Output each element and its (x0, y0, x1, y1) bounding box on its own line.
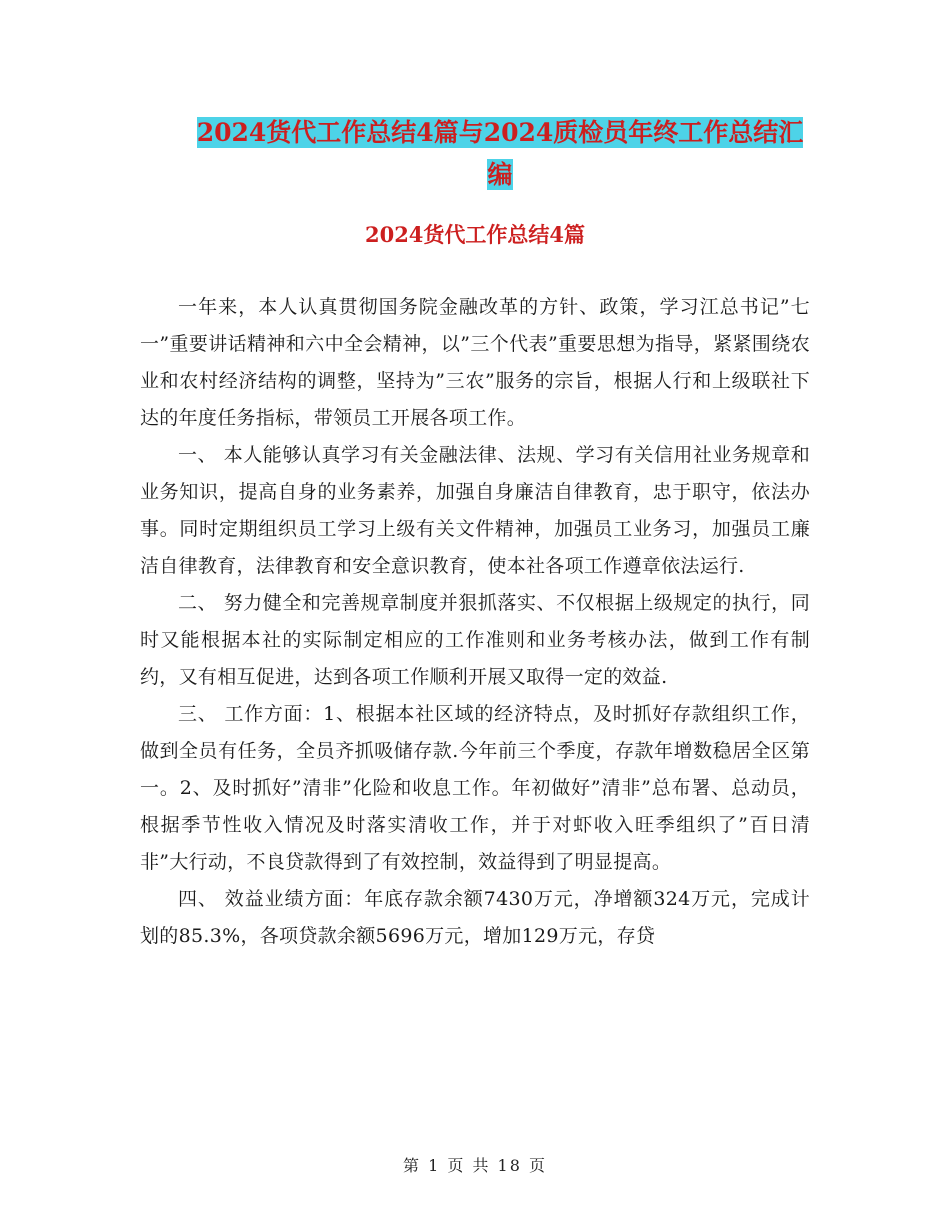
page-footer: 第 1 页 共 18 页 (403, 1156, 547, 1175)
paragraph-4: 四、 效益业绩方面：年底存款余额7430万元，净增额324万元，完成计划的85.3%，各项贷款余额5696万元，增加129万元，存贷 (140, 888, 810, 947)
paragraph-1: 一、 本人能够认真学习有关金融法律、法规、学习有关信用社业务规章和业务知识，提高自身的业务素养，加强自身廉洁自律教育，忠于职守，依法办事。同时定期组织员工学习上级有关文件精神，加强员工业务习，加强员工廉洁自律教育，法律教育和安全意识教育，使本社各项工作遵章依法运行. (140, 444, 810, 577)
paragraph-intro: 一年来，本人认真贯彻国务院金融改革的方针、政策，学习江总书记”七一”重要讲话精神和六中全会精神，以”三个代表”重要思想为指导，紧紧围绕农业和农村经济结构的调整，坚持为”三农”服务的宗旨，根据人行和上级联社下达的年度任务指标，带领员工开展各项工作。 (140, 296, 810, 429)
document-body (140, 289, 810, 955)
title-line-1: 2024货代工作总结4篇与2024质检员年终工作总结汇 (196, 118, 804, 147)
document-title (140, 112, 860, 196)
paragraph-3: 三、 工作方面：1、根据本社区域的经济特点，及时抓好存款组织工作，做到全员有任务，全员齐抓吸储存款.今年前三个季度，存款年增数稳居全区第一。2、及时抓好”清非”化险和收息工作。年初做好”清非”总布署、总动员，根据季节性收入情况及时落实清收工作，并于对虾收入旺季组织了”百日清非”大行动，不良贷款得到了有效控制，效益得到了明显提高。 (140, 703, 810, 873)
section-title: 2024货代工作总结4篇 (364, 222, 586, 247)
title-line-2: 编 (487, 160, 513, 189)
paragraph-2: 二、 努力健全和完善规章制度并狠抓落实、不仅根据上级规定的执行，同时又能根据本社的实际制定相应的工作准则和业务考核办法，做到工作有制约，又有相互促进，达到各项工作顺利开展又取得一定的效益. (140, 592, 810, 688)
